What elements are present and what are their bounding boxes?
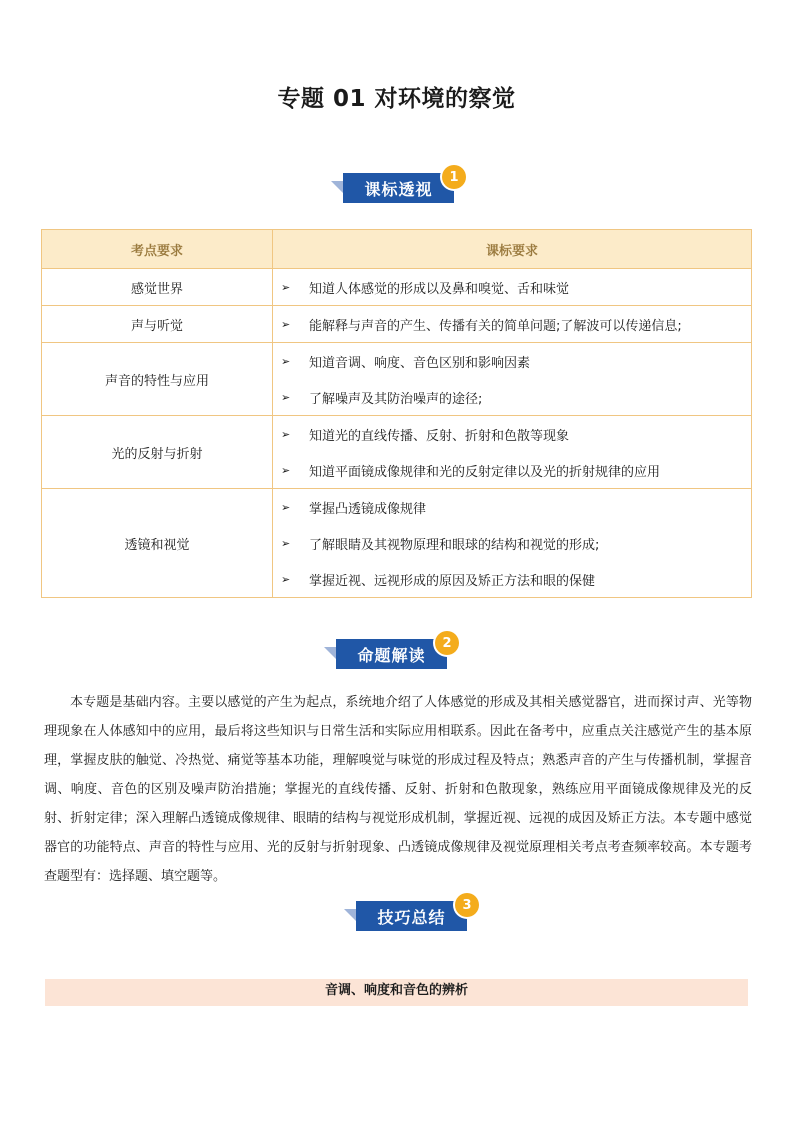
bullet-arrow-icon: ➢ bbox=[281, 536, 291, 550]
item-text: 掌握凸透镜成像规律 bbox=[309, 501, 427, 517]
header-requirement: 课标要求 bbox=[273, 230, 752, 269]
list-item bbox=[281, 420, 741, 448]
section-number-icon: 2 bbox=[435, 631, 459, 655]
item-text: 能解释与声音的产生、传播有关的简单问题;了解波可以传递信息; bbox=[309, 318, 682, 334]
section-label: 技巧总结 bbox=[356, 901, 467, 931]
row-requirements bbox=[273, 489, 752, 598]
row-requirements bbox=[273, 306, 752, 343]
page-title: 专题 01 对环境的察觉 bbox=[277, 86, 516, 112]
bullet-arrow-icon: ➢ bbox=[281, 354, 291, 368]
list-item bbox=[281, 456, 741, 484]
list-item bbox=[281, 273, 741, 301]
row-requirements bbox=[273, 343, 752, 416]
row-topic: 感觉世界 bbox=[42, 269, 273, 306]
section-badge-3 bbox=[344, 893, 484, 937]
row-requirements bbox=[273, 416, 752, 489]
bullet-arrow-icon: ➢ bbox=[281, 317, 291, 331]
subsection-heading: 音调、响度和音色的辨析 bbox=[45, 979, 748, 1006]
bullet-arrow-icon: ➢ bbox=[281, 500, 291, 514]
bullet-arrow-icon: ➢ bbox=[281, 280, 291, 294]
table-header-row bbox=[42, 230, 752, 269]
item-text: 了解噪声及其防治噪声的途径; bbox=[309, 391, 483, 407]
list-item bbox=[281, 565, 741, 593]
table-row bbox=[42, 343, 752, 416]
item-text: 掌握近视、远视形成的原因及矫正方法和眼的保健 bbox=[309, 573, 596, 589]
table-row bbox=[42, 269, 752, 306]
standards-table bbox=[41, 229, 752, 598]
row-topic: 声与听觉 bbox=[42, 306, 273, 343]
table-row bbox=[42, 306, 752, 343]
item-text: 知道人体感觉的形成以及鼻和嗅觉、舌和味觉 bbox=[309, 281, 570, 297]
list-item bbox=[281, 529, 741, 557]
section-number-icon: 1 bbox=[442, 165, 466, 189]
row-topic: 透镜和视觉 bbox=[42, 489, 273, 598]
bullet-arrow-icon: ➢ bbox=[281, 390, 291, 404]
section-number-icon: 3 bbox=[455, 893, 479, 917]
row-topic: 声音的特性与应用 bbox=[42, 343, 273, 416]
section-label: 课标透视 bbox=[343, 173, 454, 203]
list-item bbox=[281, 347, 741, 375]
row-requirements bbox=[273, 269, 752, 306]
section-badge-1 bbox=[331, 165, 471, 209]
row-topic: 光的反射与折射 bbox=[42, 416, 273, 489]
header-topic: 考点要求 bbox=[42, 230, 273, 269]
item-text: 了解眼睛及其视物原理和眼球的结构和视觉的形成; bbox=[309, 537, 600, 553]
list-item bbox=[281, 383, 741, 411]
item-text: 知道音调、响度、音色区别和影响因素 bbox=[309, 355, 531, 371]
item-text: 知道光的直线传播、反射、折射和色散等现象 bbox=[309, 428, 570, 444]
bullet-arrow-icon: ➢ bbox=[281, 427, 291, 441]
table-row bbox=[42, 416, 752, 489]
bullet-arrow-icon: ➢ bbox=[281, 572, 291, 586]
section-badge-2 bbox=[324, 631, 464, 675]
section-label: 命题解读 bbox=[336, 639, 447, 669]
list-item bbox=[281, 310, 741, 338]
bullet-arrow-icon: ➢ bbox=[281, 463, 291, 477]
table-row bbox=[42, 489, 752, 598]
item-text: 知道平面镜成像规律和光的反射定律以及光的折射规律的应用 bbox=[309, 464, 661, 480]
topic-interpretation-paragraph: 本专题是基础内容。主要以感觉的产生为起点，系统地介绍了人体感觉的形成及其相关感觉器官，进而探讨声、光等物理现象在人体感知中的应用，最后将这些知识与日常生活和实际应用相联系。因此在备考中，应重点关注感觉产生的基本原理，掌握皮肤的触觉、冷热觉、痛觉等基本功能，理解嗅觉与味觉的形成过程及特点；熟悉声音的产生与传播机制，掌握音调、响度、音色的区别及噪声防治措施；掌握光的直线传播、反射、折射和色散现象，熟练应用平面镜成像规律及光的反射、折射定律；深入理解凸透镜成像规律、眼睛的结构与视觉形成机制，掌握近视、远视的成因及矫正方法。本专题中感觉器官的功能特点、声音的特性与应用、光的反射与折射现象、凸透镜成像规律及视觉原理相关考点考查频率较高。本专题考查题型有：选择题、填空题等。 bbox=[44, 695, 752, 884]
list-item bbox=[281, 493, 741, 521]
